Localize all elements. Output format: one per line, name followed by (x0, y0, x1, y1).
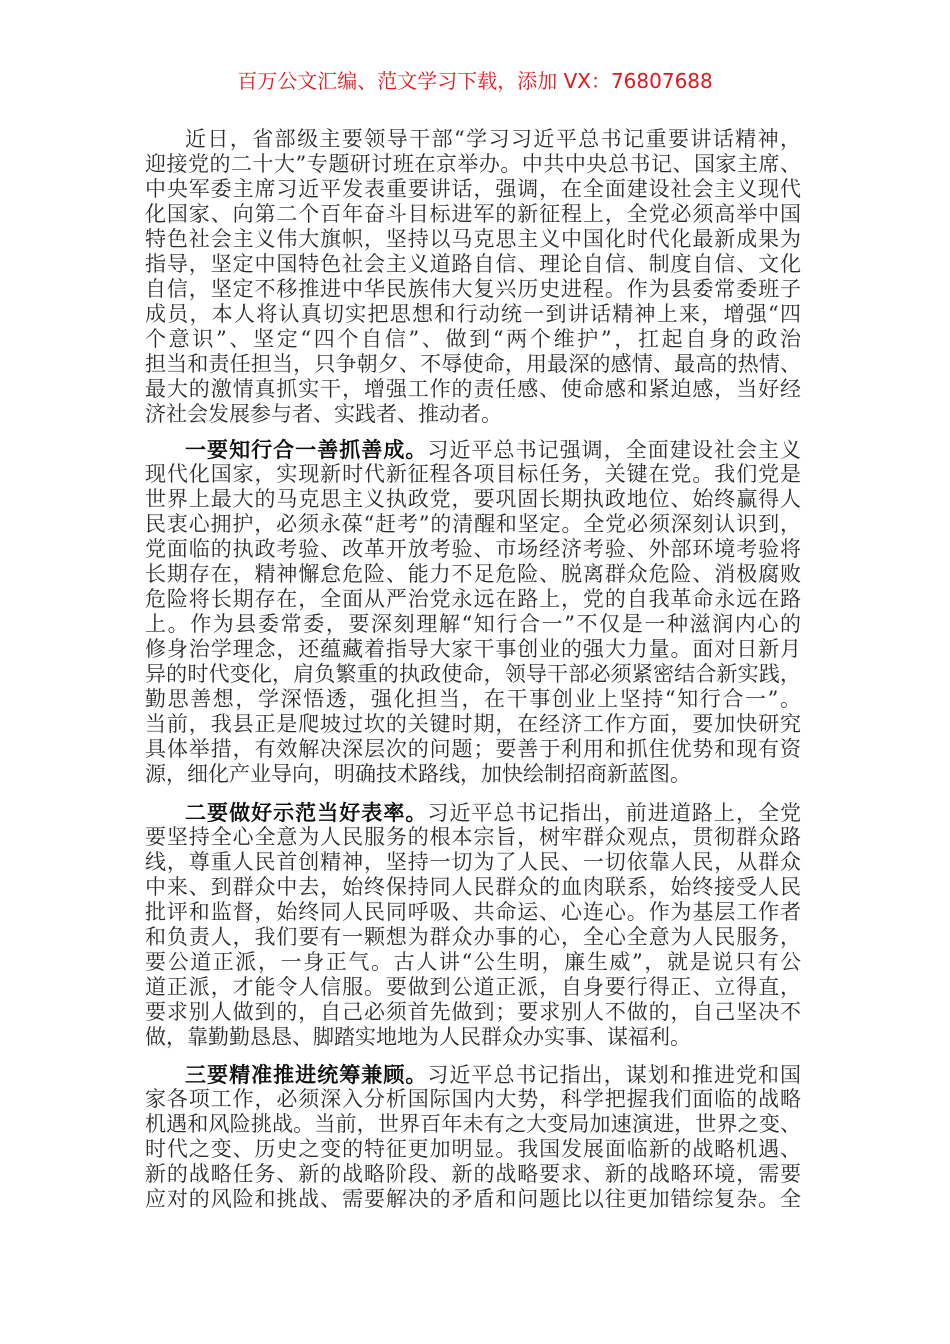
text-line (145, 712, 801, 737)
line-text: 成员，本人将认真切实把思想和行动统一到讲话精神上来，增强“四 (145, 302, 801, 326)
text-line (145, 1137, 801, 1162)
text-line (145, 327, 801, 352)
text-line (145, 875, 801, 900)
line-text: 批评和监督，始终同人民同呼吸、共命运、心连心。作为基层工作者 (145, 900, 801, 924)
line-text: 指导，坚定中国特色社会主义道路自信、理论自信、制度自信、文化 (145, 252, 801, 276)
text-line (145, 512, 801, 537)
section-heading: 二要做好示范当好表率。 (185, 800, 428, 825)
text-line (145, 302, 801, 327)
line-text: 应对的风险和挑战、需要解决的矛盾和问题比以往更加错综复杂。全 (145, 1187, 801, 1211)
line-text: 修身治学理念，还蕴藏着指导大家干事创业的强大力量。面对日新月 (145, 637, 801, 661)
text-line (145, 252, 801, 277)
text-line (145, 402, 801, 427)
line-text: 中来、到群众中去，始终保持同人民群众的血肉联系，始终接受人民 (145, 875, 801, 899)
line-text: 机遇和风险挑战。当前，世界百年未有之大变局加速演进，世界之变、 (145, 1112, 801, 1136)
line-text: 上。作为县委常委，要深刻理解“知行合一”不仅是一种滋润内心的 (145, 612, 801, 636)
text-line (145, 800, 801, 825)
line-text: 时代之变、历史之变的特征更加明显。我国发展面临新的战略机遇、 (145, 1137, 801, 1161)
line-text: 担当和责任担当，只争朝夕、不辱使命，用最深的感情、最高的热情、 (145, 352, 801, 376)
text-line (145, 127, 801, 152)
text-line (145, 662, 801, 687)
line-text: 勤思善想，学深悟透，强化担当，在干事创业上坚持“知行合一”。 (145, 687, 801, 711)
line-text: 危险将长期存在，全面从严治党永远在路上，党的自我革命永远在路 (145, 587, 801, 611)
text-line (145, 737, 801, 762)
line-text: 要求别人做到的，自己必须首先做到；要求别人不做的，自己坚决不 (145, 1000, 801, 1024)
text-line (145, 762, 801, 787)
text-line (145, 900, 801, 925)
text-line (145, 1025, 801, 1050)
line-text: 近日，省部级主要领导干部“学习习近平总书记重要讲话精神， (185, 127, 801, 151)
line-text: 济社会发展参与者、实践者、推动者。 (145, 402, 502, 426)
line-text: 个意识”、坚定“四个自信”、做到“两个维护”，扛起自身的政治 (145, 327, 801, 351)
section-heading: 三要精准推进统筹兼顾。 (185, 1062, 428, 1087)
line-text: 世界上最大的马克思主义执政党，要巩固长期执政地位、始终赢得人 (145, 487, 801, 511)
line-text: 现代化国家，实现新时代新征程各项目标任务，关键在党。我们党是 (145, 462, 801, 486)
text-line (145, 687, 801, 712)
line-text: 源，细化产业导向，明确技术路线，加快绘制招商新蓝图。 (145, 762, 691, 786)
line-text: 习近平总书记指出，谋划和推进党和国 (427, 1063, 802, 1087)
line-text: 家各项工作，必须深入分析国际国内大势，科学把握我们面临的战略 (145, 1087, 801, 1111)
text-line (145, 1162, 801, 1187)
text-line (145, 1062, 801, 1087)
text-line (145, 950, 801, 975)
text-line (145, 227, 801, 252)
text-line (145, 925, 801, 950)
text-line (145, 377, 801, 402)
text-line (145, 975, 801, 1000)
text-line (145, 612, 801, 637)
line-text: 习近平总书记指出，前进道路上，全党 (427, 801, 802, 825)
line-text: 线，尊重人民首创精神，坚持一切为了人民、一切依靠人民，从群众 (145, 850, 801, 874)
paragraph-point-3 (145, 1062, 801, 1212)
text-line (145, 462, 801, 487)
text-line (145, 437, 801, 462)
line-text: 中央军委主席习近平发表重要讲话，强调，在全面建设社会主义现代 (145, 177, 801, 201)
line-text: 新的战略任务、新的战略阶段、新的战略要求、新的战略环境，需要 (145, 1162, 801, 1186)
line-text: 长期存在，精神懈怠危险、能力不足危险、脱离群众危险、消极腐败 (145, 562, 801, 586)
line-text: 化国家、向第二个百年奋斗目标进军的新征程上，全党必须高举中国 (145, 202, 801, 226)
paragraph-point-2 (145, 800, 801, 1050)
text-line (145, 1087, 801, 1112)
text-line (145, 177, 801, 202)
text-line (145, 277, 801, 302)
watermark-header: 百万公文汇编、范文学习下载，添加 VX：76807688 (237, 69, 713, 93)
text-line (145, 487, 801, 512)
text-line (145, 850, 801, 875)
line-text: 习近平总书记强调，全面建设社会主义 (427, 438, 802, 462)
line-text: 要公道正派，一身正气。古人讲“公生明，廉生威”，就是说只有公 (145, 950, 801, 974)
line-text: 和负责人，我们要有一颗想为群众办事的心，全心全意为人民服务， (145, 925, 801, 949)
line-text: 要坚持全心全意为人民服务的根本宗旨，树牢群众观点，贯彻群众路 (145, 825, 801, 849)
text-line (145, 1000, 801, 1025)
text-line (145, 637, 801, 662)
text-line (145, 152, 801, 177)
text-line (145, 352, 801, 377)
line-text: 做，靠勤勤恳恳、脚踏实地地为人民群众办实事、谋福利。 (145, 1025, 691, 1049)
line-text: 具体举措，有效解决深层次的问题；要善于利用和抓住优势和现有资 (145, 737, 801, 761)
line-text: 特色社会主义伟大旗帜，坚持以马克思主义中国化时代化最新成果为 (145, 227, 801, 251)
line-text: 最大的激情真抓实干，增强工作的责任感、使命感和紧迫感，当好经 (145, 377, 801, 401)
line-text: 道正派，才能令人信服。要做到公道正派，自身要行得正、立得直， (145, 975, 801, 999)
line-text: 异的时代变化，肩负繁重的执政使命，领导干部必须紧密结合新实践， (145, 662, 801, 686)
text-line (145, 562, 801, 587)
text-line (145, 825, 801, 850)
line-text: 自信，坚定不移推进中华民族伟大复兴历史进程。作为县委常委班子 (145, 277, 801, 301)
line-text: 民衷心拥护，必须永葆“赶考”的清醒和坚定。全党必须深刻认识到， (145, 512, 801, 536)
line-text: 当前，我县正是爬坡过坎的关键时期，在经济工作方面，要加快研究 (145, 712, 801, 736)
text-line (145, 1187, 801, 1212)
text-line (145, 1112, 801, 1137)
text-line (145, 587, 801, 612)
line-text: 迎接党的二十大”专题研讨班在京举办。中共中央总书记、国家主席、 (145, 152, 801, 176)
paragraph-point-1 (145, 437, 801, 787)
paragraph-intro (145, 127, 801, 427)
line-text: 党面临的执政考验、改革开放考验、市场经济考验、外部环境考验将 (145, 537, 801, 561)
text-line (145, 202, 801, 227)
section-heading: 一要知行合一善抓善成。 (185, 437, 428, 462)
text-line (145, 537, 801, 562)
